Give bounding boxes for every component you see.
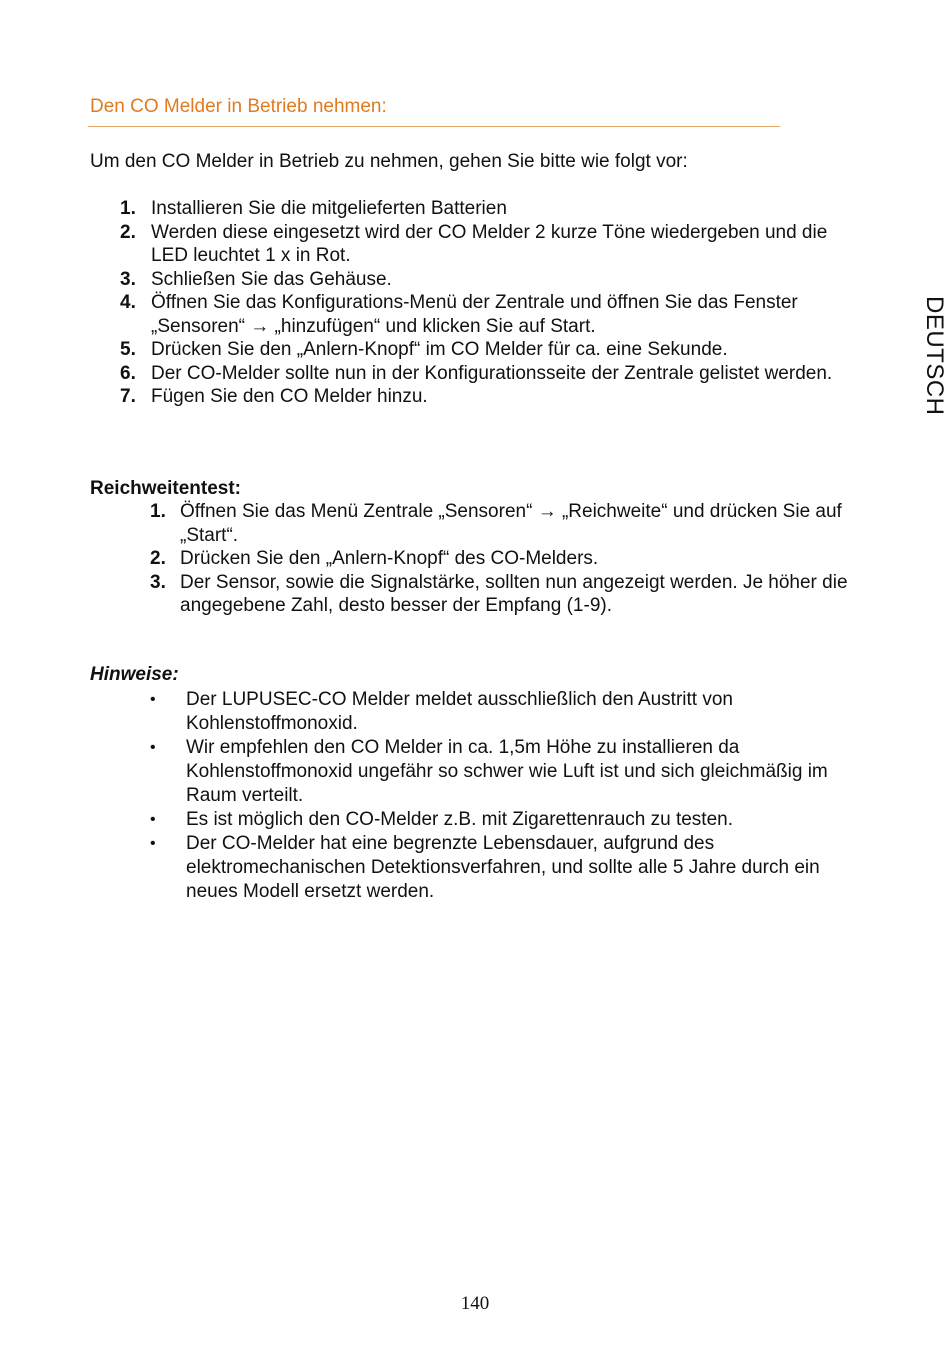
list-item [120, 362, 860, 386]
range-test-list [150, 500, 860, 618]
notes-heading: Hinweise: [90, 664, 179, 685]
note-text: Der LUPUSEC-CO Melder meldet ausschließlich den Austritt von Kohlenstoffmonoxid. [186, 689, 733, 734]
step-number: 4. [120, 292, 136, 313]
step-text: Fügen Sie den CO Melder hinzu. [151, 386, 428, 407]
step-text: Drücken Sie den „Anlern-Knopf“ des CO-Melders. [180, 548, 599, 569]
range-test-heading: Reichweitentest: [90, 478, 241, 499]
list-item [150, 832, 840, 904]
step-number: 7. [120, 386, 136, 407]
notes-list [150, 688, 840, 904]
step-number: 5. [120, 339, 136, 360]
list-item [120, 221, 860, 268]
step-text: Der Sensor, sowie die Signalstärke, sollten nun angezeigt werden. Je höher die angegebene Zahl, desto besser der Empfang (1-9). [180, 571, 848, 616]
setup-steps-list [120, 197, 860, 409]
bullet-icon: • [150, 691, 156, 708]
list-item [150, 688, 840, 736]
list-item [150, 736, 840, 808]
step-number: 2. [150, 548, 166, 569]
step-text: Schließen Sie das Gehäuse. [151, 268, 392, 290]
intro-text: Um den CO Melder in Betrieb zu nehmen, gehen Sie bitte wie folgt vor: [90, 151, 688, 172]
arrow-right-icon: → [537, 501, 557, 522]
list-item [120, 291, 860, 338]
bullet-icon: • [150, 739, 156, 756]
list-item [150, 808, 840, 832]
step-number: 3. [150, 571, 166, 593]
step-text: Öffnen Sie das Menü Zentrale „Sensoren“ [180, 501, 538, 522]
note-text: Wir empfehlen den CO Melder in ca. 1,5m Höhe zu installieren da Kohlenstoffmonoxid ungefähr so schwer wie Luft ist und sich gleichmäßig im Raum verteilt. [186, 737, 828, 806]
list-item [120, 385, 860, 409]
step-number: 3. [120, 268, 136, 290]
step-text: Öffnen Sie das Konfigurations-Menü der Zentrale und öffnen Sie das Fenster „Sensoren“ [151, 292, 798, 337]
list-item [120, 338, 860, 362]
note-text: Es ist möglich den CO-Melder z.B. mit Zigarettenrauch zu testen. [186, 809, 733, 830]
step-number: 6. [120, 362, 136, 384]
step-text: „hinzufügen“ und klicken Sie auf Start. [269, 315, 596, 337]
list-item [150, 571, 860, 618]
step-text: Drücken Sie den „Anlern-Knopf“ im CO Melder für ca. eine Sekunde. [151, 339, 728, 360]
step-text: „Reichweite“ und drücken Sie auf „Start“. [180, 501, 842, 546]
list-item [120, 197, 860, 221]
step-text: Werden diese eingesetzt wird der CO Melder 2 kurze Töne wiedergeben und die LED leuchtet 1 x in Rot. [151, 221, 828, 266]
list-item [150, 500, 860, 547]
list-item [150, 547, 860, 571]
step-text: Installieren Sie die mitgelieferten Batterien [151, 198, 507, 219]
step-number: 1. [150, 501, 166, 522]
language-side-tab: DEUTSCH [921, 296, 948, 416]
bullet-icon: • [150, 835, 156, 852]
title-divider [88, 126, 780, 127]
arrow-right-icon: → [250, 315, 270, 337]
step-text: Der CO-Melder sollte nun in der Konfigurationsseite der Zentrale gelistet werden. [151, 362, 833, 384]
step-number: 2. [120, 221, 136, 243]
bullet-icon: • [150, 811, 156, 828]
section-title: Den CO Melder in Betrieb nehmen: [90, 96, 387, 117]
step-number: 1. [120, 198, 136, 219]
list-item [120, 268, 860, 292]
page-number: 140 [460, 1293, 490, 1314]
note-text: Der CO-Melder hat eine begrenzte Lebensdauer, aufgrund des elektromechanischen Detektionsverfahren, und sollte alle 5 Jahre durch ein neues Modell ersetzt werden. [186, 833, 820, 902]
